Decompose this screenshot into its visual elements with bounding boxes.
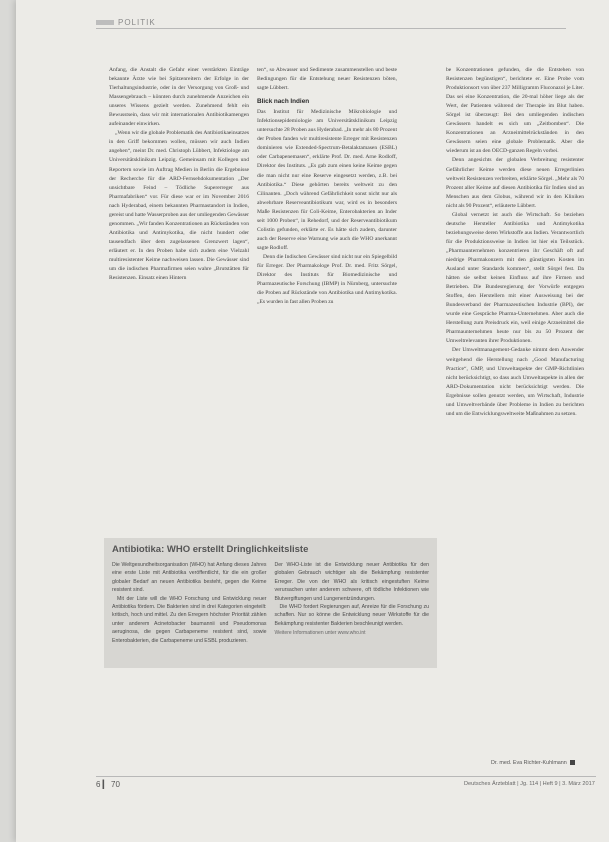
paragraph: Die Weltgesundheitsorganisation (WHO) hat Anfang dieses Jahres eine erste Liste mit Antibiotika veröffentlicht, für die ein großer globaler Bedarf an neuen Antibiotika besteht, gegen die Keime resistent sind.	[112, 562, 267, 594]
author-name: Dr. med. Eva Richter-Kuhlmann	[491, 760, 567, 766]
paragraph: Der Umweltmanagement-Gedanke nimmt dem Anwender weitgehend die Herstellung nach „Good Manufacturing Practice“, GMP, und Umweltaspekte der GMP-Richtlinien nicht berücksichtigt, so dass auch Umweltaspekte in allen der ARD-Dokumentation nicht berücksichtigt werden. Die Ergebnisse sollen genutzt werden, um Wirtschaft, Industrie und Umweltverbände über Probleme in Indien zu berichten und um die Entwicklungsweltweite Maßnahmen zu setzen.	[446, 347, 584, 417]
header-rule	[96, 28, 566, 29]
info-box-note: Weitere Informationen unter www.who.int	[274, 630, 366, 637]
paragraph: Mit der Liste will die WHO Forschung und Entwicklung neuer Antibiotika fördern. Die Bakterien sind in drei Kategorien eingeteilt: kritisch, hoch und mittel. Zu den Erregern höchster Priorität zählen unter anderem Acinetobacter baumannii und Pseudomonas aeruginosa, die gegen Carbapeneme resistent sind, sowie Enterobakterien, die Carbapeneme und ESBL produzieren.	[112, 595, 267, 644]
paragraph: be Konzentrationen gefunden, die die Entstehen von Resistenzen begünstigen“, berichtete er. Eine Probe vom Produktionsort von über 237 Milligramm Fluconazol je Liter. Das sei eine Konzentration, die 20-mal höher liege als der Wert, der Patienten während der Therapie im Blut haben. Sörgel ist überzeugt: Bei den umliegenden indischen Gewässern handelt es sich um „Zeitbomben“. Die Konzentrationen an Arzneimittelrückständen in den Gewässern seien eine globale Problematik. Aber die wiederum ist an den OECD-ganzen Regeln vorbei.	[446, 67, 584, 155]
author-credit	[491, 760, 575, 766]
paragraph: Der WHO-Liste ist die Entwicklung neuer Antibiotika für den globalen Gebrauch wichtiger als die Bekämpfung resistenter Erreger. Die von der WHO als kritisch eingestuften Keime verursachen unter anderem schwere, oft tödliche Infektionen wie Blutvergiftungen und Lungenentzündungen.	[274, 562, 429, 602]
article-column-1	[109, 66, 249, 526]
paragraph: „Wenn wir die globale Problematik des Antibiotikaeinsatzes in den Griff bekommen wollen, müssen wir auch Indien angehen“, meint Dr. med. Christoph Lübbert, Infektiologe am Universitätsklinikum Leipzig. Gemeinsam mit Kollegen und Reportern sowie im Auftrag Medien in Berlin die Ergebnisse der Recherche für die ARD-Fernsehdokumentation „Der unsichtbare Feind – Tödliche Supererreger aus Pharmafabriken“ vor. Für diese war er im November 2016 nach Hyderabad, einem bekannten Pharmastandort in Indien, gereist und hatte Wasserproben aus der umliegenden Gewässer genommen. „Wir fanden Konzentrationen an Rückständen von Antibiotika und Antimykotika, die nicht hundert oder tausendfach über dem zugelassenen Grenzwert lagen“, erläutert er. In den Proben habe sich zudem eine Vielzahl multiresistenter Keime nachweisen lassen. Die Gewässer sind um die indischen Pharmafirmen seien wahre „Brutstätten für Resistenzen. Einsatz einen Hintern	[109, 130, 249, 282]
article-column-3	[446, 66, 584, 806]
footer-rule	[96, 776, 596, 777]
info-box-column-2	[275, 561, 430, 645]
journal-citation: Deutsches Ärzteblatt | Jg. 114 | Heft 9 | 3. März 2017	[464, 781, 595, 787]
article-column-2	[257, 66, 397, 526]
info-box-title: Antibiotika: WHO erstellt Dringlichkeitsliste	[112, 544, 309, 555]
info-box	[104, 538, 437, 668]
end-of-article-icon	[570, 760, 575, 765]
magazine-page	[16, 0, 609, 842]
paragraph: Denn die Indischen Gewässer sind nicht nur ein Spiegelbild für Erreger. Der Pharmakologe Prof. Dr. med. Fritz Sörgel, Direktor des Instituts für Biomedizinische und Pharmazeutische Forschung (IBMP) in Nürnberg, untersuchte die Proben auf Rückstände von Antibiotika und Antimykotika. „Es wurden in fast allen Proben zu	[257, 253, 397, 306]
paragraph: Global vernetzt ist auch die Wirtschaft. So beziehen deutsche Hersteller Antibiotika und Antimykotika beziehungsweise deren Wirkstoffe aus Indien. Verantwortlich für die Produktionsweise in Indien ist hier ein Teilsstück. „Pharmaunternehmen konzentrieren ihr Geschäft oft auf niedrige Pharmakonzern mit den günstigsten Kosten im Ausland unter Standards kommen“, stellt Sörgel fest. Da hätten sie selbst keinen Einfluss auf ihre Firmen und Betrieben. Die Bundesregierung der Vorwürfe entgegen Stoffen, den Herstellern mit einer Ausweisung bei der Bundesverband der Pharmazeutischen Industrie (BPI), der wurde eine Gespräche Pharma-Unternehmen. Aber auch die Herstellung zum Preisdruck ein, weil einige Arzneimittel die Pharmaunternehmen heute nur bis zu 50 Prozent der Umweltrelevanten ihrer Produktionen.	[446, 211, 584, 345]
paragraph: Die WHO fordert Regierungen auf, Anreize für die Forschung zu schaffen. Nur so könne die Entwicklung neuer Wirkstoffe für die Bekämpfung resistenter Bakterien beschleunigt werden.	[274, 604, 429, 627]
paragraph: Das Institut für Medizinische Mikrobiologie und Infektionsepidemiologie am Universitätsklinikum Leipzig untersuchte 28 Proben aus Hyderabad. „In mehr als 80 Prozent der Proben fanden wir multiresistente Erreger mit Resistenzen dominieren wie Extended-Spectrum-Betalaktamasen (ESBL) oder Carbapenemasen“, erklärte Prof. Dr. med. Arne Rodloff, Direktor des Instituts. „Es gab zum einen keine Keime gegen die man nicht nur eine Reserve eingesetzt werden, z.B. bei Antibiotika.“ Diese gehörten bereits weltweit zu den Cilinanten. „Doch während Gefährlichkeit sonst nicht nur als abwehrbare Reserveantibiotikum war, wird es in besonders Maße Resistenzen für Coli-Keime, Enterobakterien an Inder seit 1000 Proben“, in Rehedorf, und der Reserveantibiotikum Colistin gefunden, erklärte er. Es hätte sich zudem, darunter auch der Reserve eine Warnung wie auch die WHO anerkannt sagte Rodloff.	[257, 109, 397, 251]
section-label: POLITIK	[96, 18, 156, 27]
paragraph: Anfang, die Anstalt die Gefahr einer verstärkten Einträge bekannte Ärzte wie bei Spitzenreitern der Erfolge in der Tierhaltungsindustrie, oder in der Versorgung von Groß- und Massengebrauch – könnten durch zunehmende Anzeichen ein unseres Wissens gezielt werden. Zunehmend fehlt ein Bewusstsein, dass wir mit internationalen Antibiotikamengen aufeinander einwirken.	[109, 67, 249, 128]
subheading: Blick nach Indien	[257, 98, 310, 106]
page-number: 6 ▎ 70	[96, 780, 120, 789]
info-box-column-1	[112, 561, 267, 645]
paragraph: Denn angesichts der globalen Verbreitung resistenter Gefährlicher Keime werden diese neuen Erregerlinien weltweit Resistenzen verbreiten, erklärte Sörgel. „Mehr als 70 Prozent aller Keime auf diesen Antibiotika für Indien sind an Menschen aus dem Globus, während wir in den Kliniken nicht als 90 Prozent“, erläuterte Lübbert.	[446, 157, 584, 209]
paragraph: ten“, so Abwasser und Sedimente zusammenstellen und beste Bedingungen für die Entstehung neuer Resistenzen böten, sagte Lübbert.	[257, 67, 397, 92]
